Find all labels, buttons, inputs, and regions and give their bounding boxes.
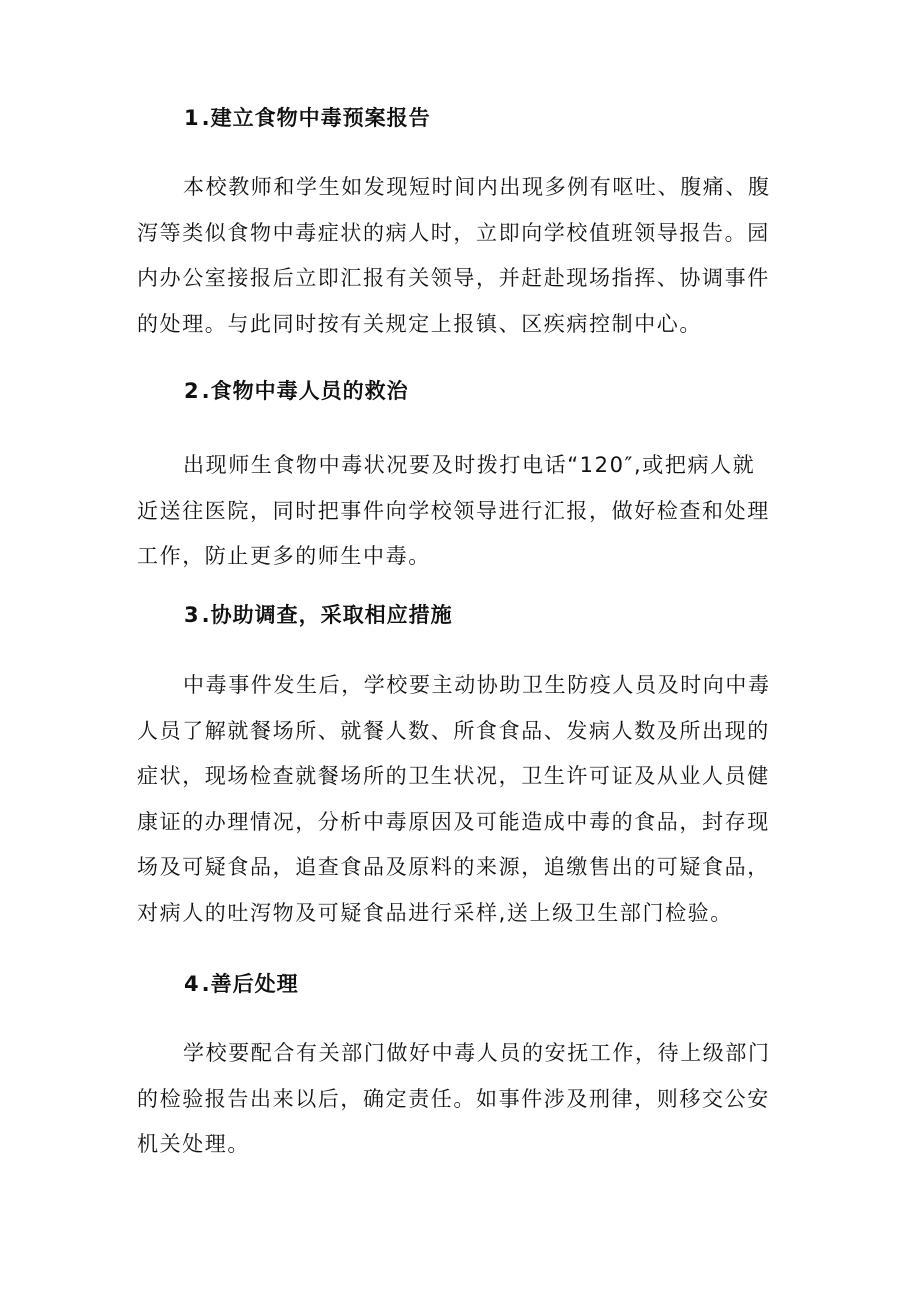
paragraph-line: 人员了解就餐场所、就餐人数、所食食品、发病人数及所出现的 [137, 718, 770, 743]
section-paragraph-1 [137, 165, 797, 347]
paragraph-line: 的检验报告出来以后，确定责任。如事件涉及刑律，则移交公安 [137, 1086, 770, 1111]
section-number: 2 [184, 379, 200, 403]
section-number: 1 [184, 106, 200, 130]
section-number: 4 [184, 972, 200, 996]
paragraph-line: 出现师生食物中毒状况要及时拨打电话“120″,或把病人就 [183, 453, 756, 477]
section-number: 3 [184, 603, 200, 627]
paragraph-line: 对病人的吐泻物及可疑食品进行采样,送上级卫生部门检验。 [137, 900, 733, 925]
paragraph-line: 工作，防止更多的师生中毒。 [137, 544, 431, 568]
section-paragraph-4 [137, 1031, 797, 1168]
section-heading-3 [184, 601, 453, 629]
paragraph-line: 本校教师和学生如发现短时间内出现多例有呕吐、腹痛、腹 [183, 175, 771, 199]
section-title: .食物中毒人员的救治 [201, 379, 409, 403]
paragraph-line: 内办公室接报后立即汇报有关领导，并赶赴现场指挥、协调事件 [137, 266, 770, 290]
paragraph-line: 泻等类似食物中毒症状的病人时，立即向学校值班领导报告。园 [137, 220, 770, 245]
paragraph-line: 的处理。与此同时按有关规定上报镇、区疾病控制中心。 [137, 311, 702, 336]
paragraph-line: 机关处理。 [137, 1132, 250, 1156]
section-title: .建立食物中毒预案报告 [201, 106, 431, 130]
section-title: .善后处理 [201, 972, 299, 996]
paragraph-line: 场及可疑食品，追查食品及原料的来源，追缴售出的可疑食品， [137, 855, 770, 879]
paragraph-line: 近送往医院，同时把事件向学校领导进行汇报，做好检查和处理 [137, 498, 770, 523]
section-paragraph-2 [137, 443, 797, 580]
paragraph-line: 康证的办理情况，分析中毒原因及可能造成中毒的食品，封存现 [137, 809, 770, 834]
paragraph-line: 学校要配合有关部门做好中毒人员的安抚工作，待上级部门 [183, 1041, 771, 1065]
section-title: .协助调查，采取相应措施 [201, 603, 453, 627]
paragraph-line: 中毒事件发生后，学校要主动协助卫生防疫人员及时向中毒 [183, 673, 771, 697]
section-heading-4 [184, 970, 299, 998]
section-paragraph-3 [137, 663, 797, 936]
section-heading-1 [184, 104, 431, 132]
paragraph-line: 症状，现场检查就餐场所的卫生状况，卫生许可证及从业人员健 [137, 764, 770, 788]
section-heading-2 [184, 377, 409, 405]
